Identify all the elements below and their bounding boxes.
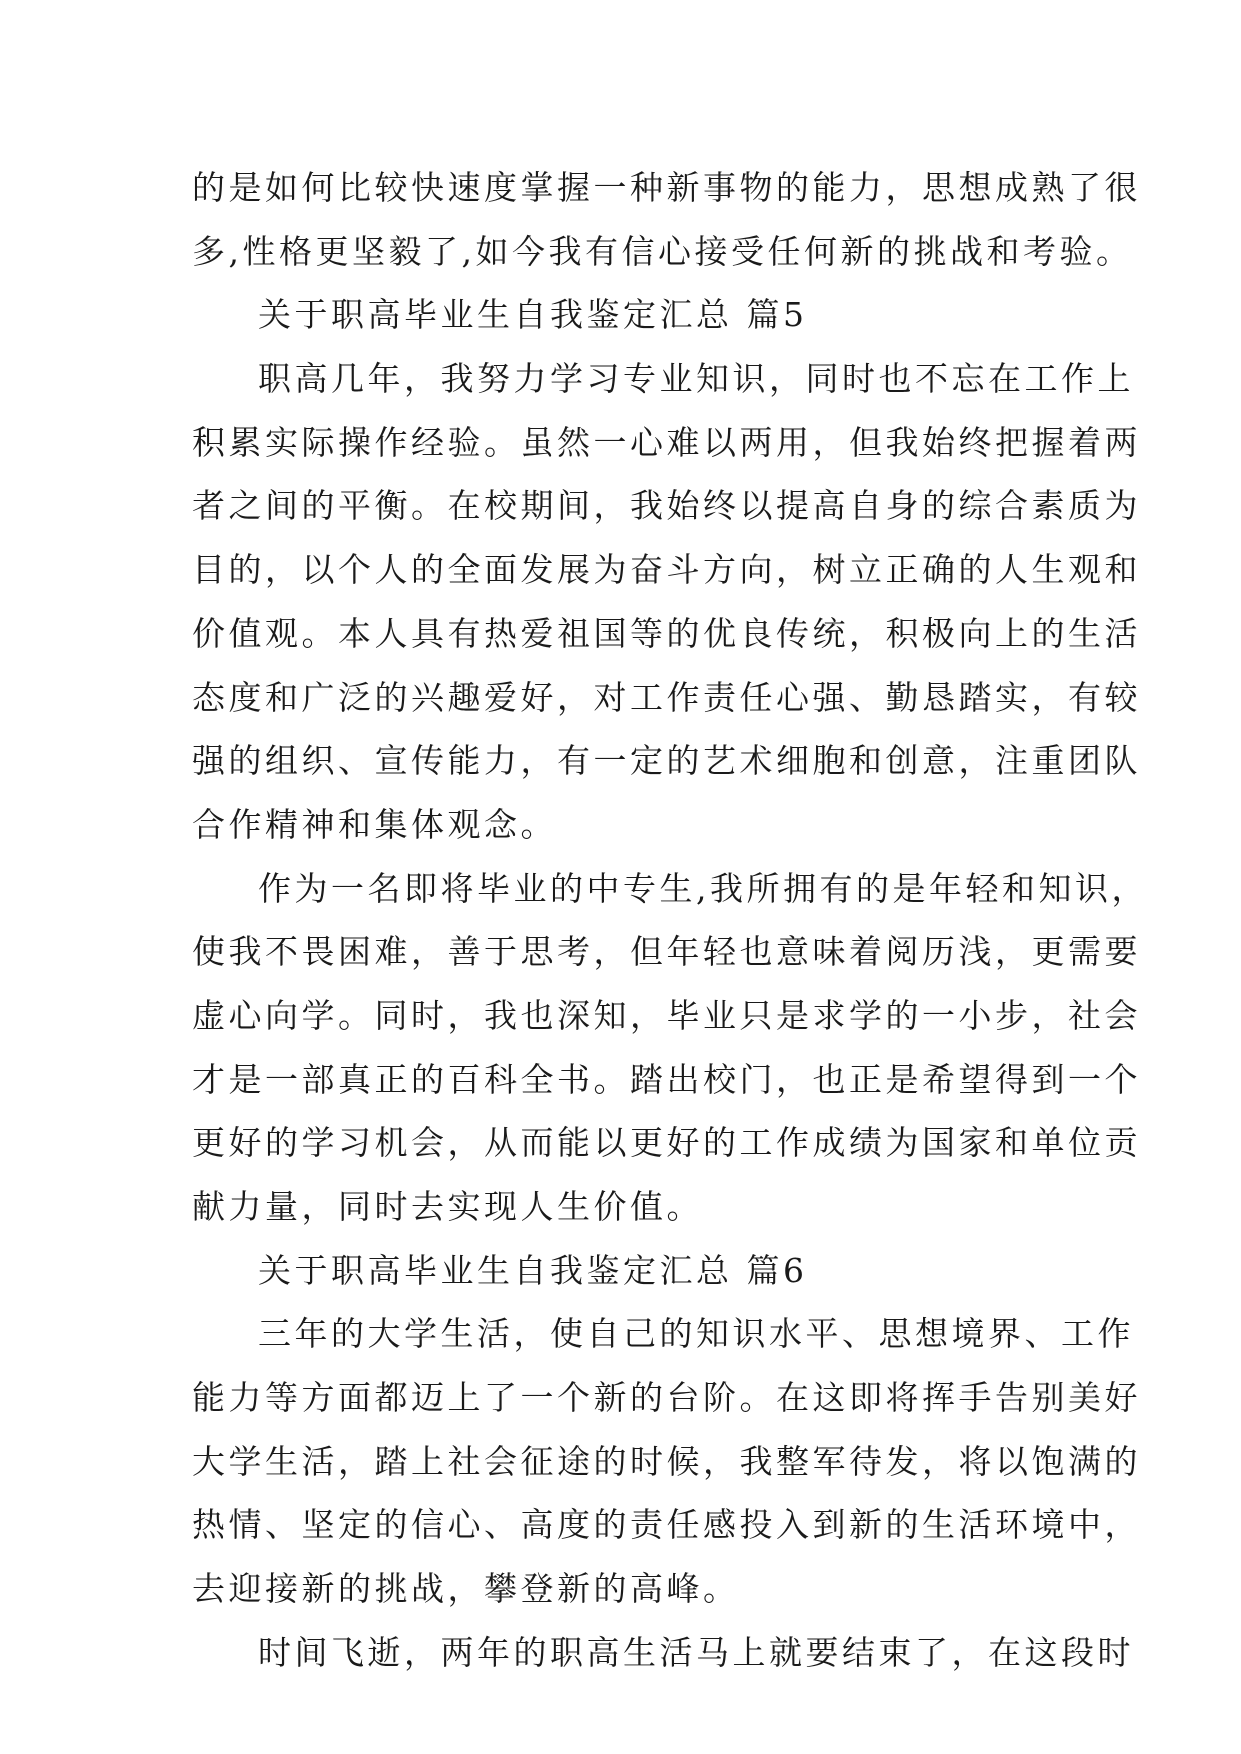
text-line: 虚心向学。同时，我也深知，毕业只是求学的一小步，社会 [192, 995, 1141, 1035]
text-line: 目的，以个人的全面发展为奋斗方向，树立正确的人生观和 [192, 550, 1141, 590]
text-line: 多,性格更坚毅了,如今我有信心接受任何新的挑战和考验。 [192, 231, 1133, 271]
text-line: 强的组织、宣传能力，有一定的艺术细胞和创意，注重团队 [192, 741, 1141, 781]
text-line: 的是如何比较快速度掌握一种新事物的能力，思想成熟了很 [192, 168, 1141, 207]
text-line: 去迎接新的挑战，攀登新的高峰。 [192, 1569, 740, 1609]
text-line: 更好的学习机会，从而能以更好的工作成绩为国家和单位贡 [192, 1123, 1141, 1163]
text-line: 才是一部真正的百科全书。踏出校门，也正是希望得到一个 [192, 1059, 1141, 1099]
text-line: 热情、坚定的信心、高度的责任感投入到新的生活环境中， [192, 1505, 1141, 1545]
text-line: 献力量，同时去实现人生价值。 [192, 1187, 703, 1226]
text-line: 积累实际操作经验。虽然一心难以两用，但我始终把握着两 [192, 422, 1141, 462]
text-line: 职高几年，我努力学习专业知识，同时也不忘在工作上 [258, 359, 1134, 399]
text-line: 合作精神和集体观念。 [192, 804, 557, 844]
document-body [192, 156, 1148, 1685]
section-heading-5: 关于职高毕业生自我鉴定汇总 篇5 [258, 295, 808, 335]
text-line: 者之间的平衡。在校期间，我始终以提高自身的综合素质为 [192, 486, 1141, 526]
text-line: 价值观。本人具有热爱祖国等的优良传统，积极向上的生活 [192, 613, 1141, 653]
text-line: 作为一名即将毕业的中专生,我所拥有的是年轻和知识， [258, 868, 1148, 908]
text-line: 大学生活，踏上社会征途的时候，我整军待发，将以饱满的 [192, 1441, 1141, 1481]
text-line: 能力等方面都迈上了一个新的台阶。在这即将挥手告别美好 [192, 1378, 1141, 1418]
text-line: 使我不畏困难，善于思考，但年轻也意味着阅历浅，更需要 [192, 932, 1141, 972]
section-heading-6: 关于职高毕业生自我鉴定汇总 篇6 [258, 1250, 808, 1290]
text-line: 态度和广泛的兴趣爱好，对工作责任心强、勤恳踏实，有较 [192, 677, 1141, 717]
text-line: 三年的大学生活，使自己的知识水平、思想境界、工作 [258, 1314, 1134, 1354]
text-line: 时间飞逝，两年的职高生活马上就要结束了，在这段时 [258, 1632, 1134, 1672]
